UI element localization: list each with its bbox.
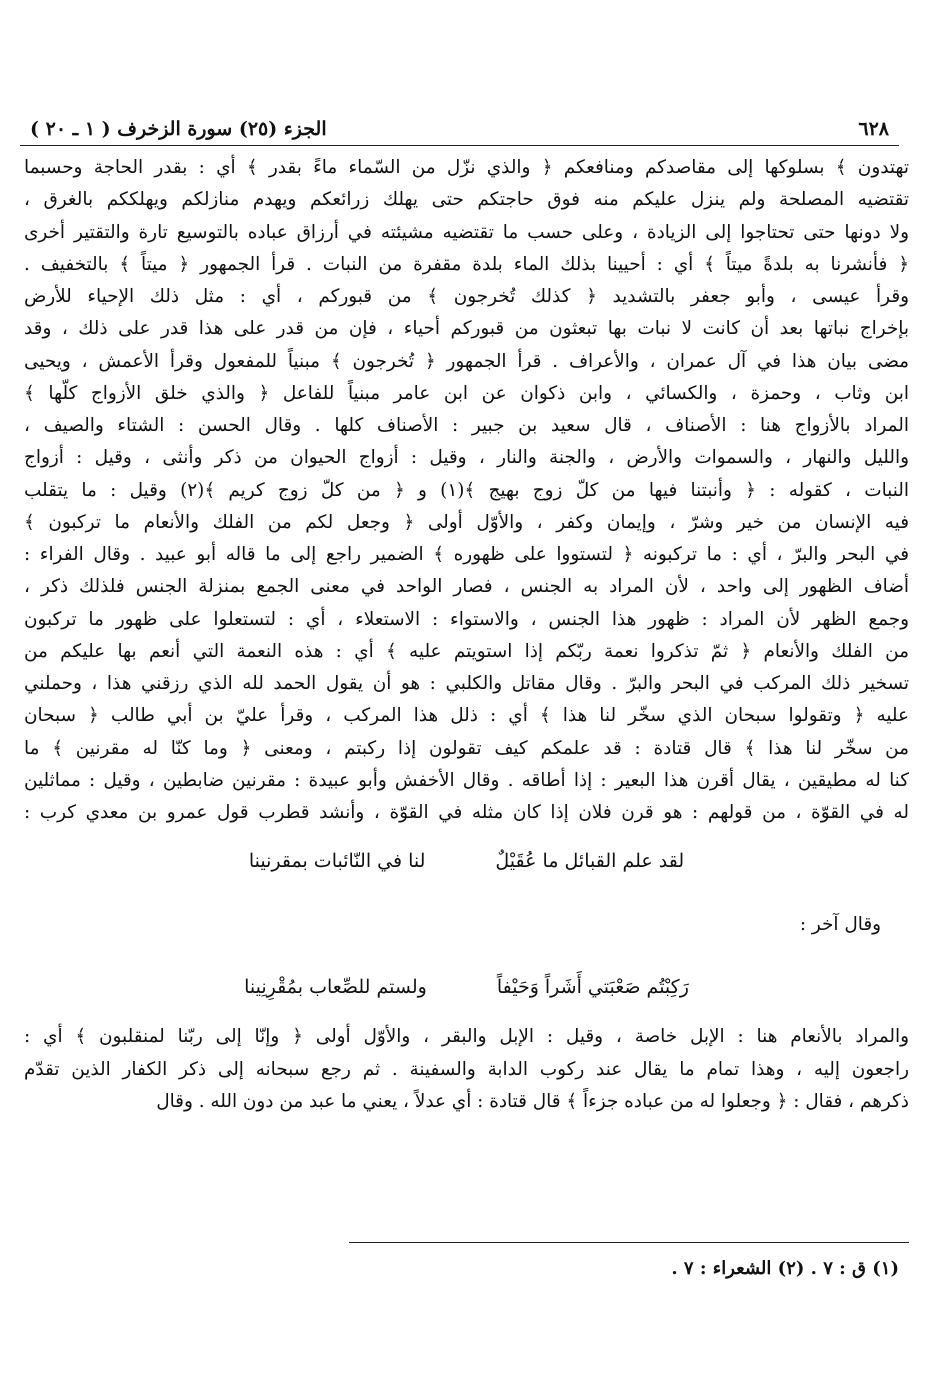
verse-hemistich: لقد علم القبائل ما عُقَيْلٌ: [495, 850, 685, 873]
footnote: (١) ق : ٧ . (٢) الشعراء : ٧ .: [671, 1258, 899, 1279]
text-line: النبات ، كقوله : ﴿ وأنبتنا فيها من كلّ زوج بهيج ﴾(١) و ﴿ من كلّ زوج كريم ﴾(٢) وقيل : ما يتقلب: [24, 479, 909, 501]
verse-hemistich: ولستم للصِّعاب بمُقْرِنِينا: [244, 976, 427, 999]
text-line: كنا له مطيقين ، يقال أقرن هذا البعير : إذا أطاقه . وقال الأخفش وأبو عبيدة : مقرنين ضابطين ، وقيل : مماثلين: [24, 769, 909, 791]
text-line: بإخراج نباتها بعد أن كانت لا نبات بها تبعثون من قبوركم أحياء ، فإن من قدر على هذا قدر على ذلك ، وقد: [24, 318, 909, 340]
text-line: وقرأ عيسى ، وأبو جعفر بالتشديد ﴿ كذلك تُخرجون ﴾ من قبوركم ، أي : مثل ذلك الإحياء للأرض: [24, 286, 909, 307]
text-line: ﴿ فأنشرنا به بلدةً ميتاً ﴾ أي : أحيينا بذلك الماء بلدة مقفرة من النبات . قرأ الجمهور ﴿ ميتاً ﴾ بالتخفيف .: [24, 253, 909, 275]
text-line: والليل والنهار ، والسموات والأرض ، والجنة والنار ، وقيل : أزواج الحيوان من ذكر وأنثى ، وقيل : أزواج: [24, 447, 909, 469]
text-line: وجمع الظهر لأن المراد : ظهور هذا الجنس ، والاستواء : الاستعلاء ، أي : لتستعلوا على ظهور ما تركبون: [24, 608, 909, 630]
text-line: أضاف الظهور إلى واحد ، لأن المراد به الجنس ، فصار الواحد في معنى الجمع بمنزلة الجنس فلذلك ذكر ،: [24, 576, 909, 598]
text-line: من الفلك والأنعام ﴿ ثمّ تذكروا نعمة ربّكم إذا استويتم عليه ﴾ أي : هذه النعمة التي أنعم بها عليكم من: [24, 640, 909, 662]
verse-intro: وقال آخر :: [799, 914, 881, 936]
text-line: راجعون إليه ، وهذا تمام ما يقال عند ركوب الدابة والسفينة . ثم رجع سبحانه إلى ذكر الكفار الذين تقدّم: [24, 1058, 909, 1080]
chapter-title: الجزء (٢٥) سورة الزخرف ( ١ ـ ٢٠ ): [30, 118, 327, 140]
verse-hemistich: لنا في النّائبات بمقرنينا: [248, 850, 426, 873]
text-line: تقتضيه المصلحة ولم ينزل عليكم منه فوق حاجتكم حتى يهلك زرائعكم ويهدم منازلكم ويهلككم بالغرق ،: [24, 189, 909, 211]
page-header: [30, 110, 889, 140]
verse-hemistich: رَكِبْتُم صَعْبَتي أَشَراً وَحَيْفاً: [496, 976, 689, 999]
text-line: فيه الإنسان من خير وشرّ ، وإيمان وكفر ، والأوّل أولى ﴿ وجعل لكم من الفلك والأنعام ما تركبون ﴾: [24, 511, 909, 533]
text-line: ابن وثاب ، وحمزة ، والكسائي ، وابن ذكوان عن ابن عامر مبنياً للفاعل ﴿ والذي خلق الأزواج كلّها ﴾: [24, 382, 909, 404]
text-line: ذكرهم ، فقال : ﴿ وجعلوا له من عباده جزءاً ﴾ قال قتادة : أي عدلاً ، يعني ما عبد من دون الله . وقال: [156, 1090, 909, 1112]
poem-verse: [24, 829, 909, 895]
text-line: عليه ﴿ وتقولوا سبحان الذي سخّر لنا هذا ﴾ أي : ذلل هذا المركب ، وقرأ عليّ بن أبي طالب ﴿ سبحان: [24, 705, 909, 727]
text-line: له في القوّة ، من قولهم : هو قرن فلان إذا كان مثله في القوّة ، وأنشد قطرب قول عمرو بن معدي كرب :: [24, 802, 909, 823]
text-line: ولا دونها حتى تحتاجوا إلى الزيادة ، وعلى حسب ما تقتضيه مشيئته في أرزاق عباده بالتوسيع تارة والتقتير أخرى: [24, 221, 909, 243]
text-line: والمراد بالأنعام هنا : الإبل خاصة ، وقيل : الإبل والبقر ، والأوّل أولى ﴿ وإنّا إلى ربّنا لمنقلبون ﴾ أي :: [24, 1026, 909, 1048]
text-line: تهتدون ﴾ بسلوكها إلى مقاصدكم ومنافعكم ﴿ والذي نزّل من السّماء ماءً بقدر ﴾ أي : بقدر الحاجة وحسبما: [24, 157, 909, 178]
text-line: المراد بالأزواج هنا : الأصناف ، قال سعيد بن جبير : الأصناف كلها . وقال الحسن : الشتاء والصيف ،: [24, 415, 909, 436]
header-divider: [20, 145, 899, 146]
main-text: [24, 152, 909, 1118]
poem-verse: [24, 955, 909, 1021]
text-line: تسخير ذلك المركب في البحر والبرّ . وقال مقاتل والكلبي : هو أن يقول الحمد لله الذي رزقني هذا ، وحملني: [24, 673, 909, 694]
text-line: في البحر والبرّ ، أي : ما تركبونه ﴿ لتستووا على ظهوره ﴾ الضمير راجع إلى ما قاله أبو عبيد . وقال الفراء :: [24, 544, 909, 565]
text-line: مضى بيان هذا في آل عمران ، والأعراف . قرأ الجمهور ﴿ تُخرجون ﴾ مبنياً للمفعول وقرأ الأعمش ، ويحيى: [24, 350, 909, 372]
text-line: من سخّر لنا هذا ﴾ قال قتادة : قد علمكم كيف تقولون إذا ركبتم ، ومعنى ﴿ وما كنّا له مقرنين ﴾ ما: [24, 737, 909, 759]
footnote-divider: [349, 1242, 909, 1243]
page-number: ٦٢٨: [858, 118, 889, 140]
